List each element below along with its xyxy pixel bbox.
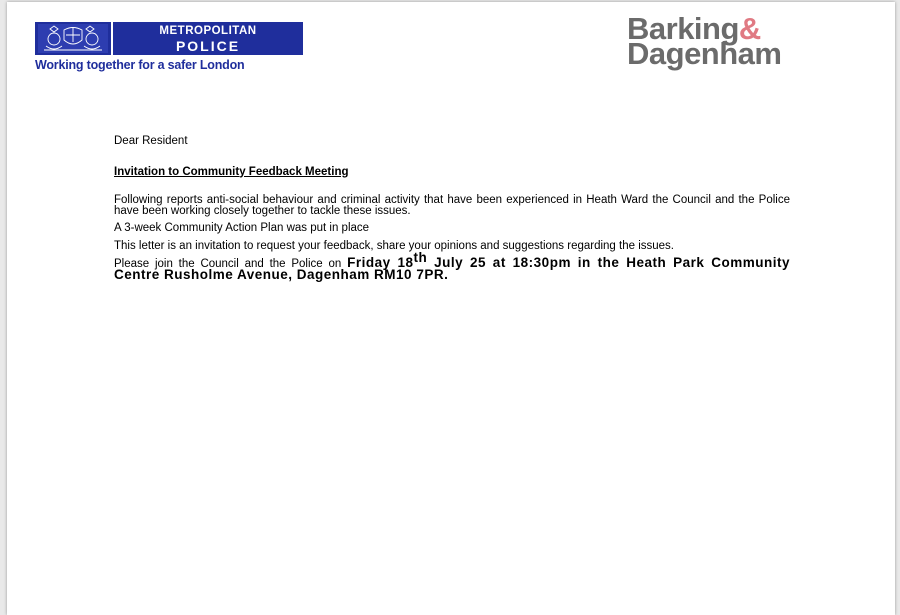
paragraph-invitation: This letter is an invitation to request your feedback, share your opinions and suggestions regarding the issues. <box>114 239 674 252</box>
meeting-intro: Please join the Council and the Police on <box>114 258 348 270</box>
met-tagline: Working together for a safer London <box>35 58 245 72</box>
paragraph-reports: Following reports anti-social behaviour and criminal activity that have been experienced in Heath Ward the Council and the Police have been working closely together to tackle these issues. <box>114 194 790 217</box>
council-name-dagenham: Dagenham <box>627 36 782 71</box>
met-logo-line2: POLICE <box>175 38 241 54</box>
salutation: Dear Resident <box>114 135 188 147</box>
met-logo-line1: METROPOLITAN <box>159 25 257 37</box>
police-crest-icon <box>38 24 108 53</box>
letter-subject: Invitation to Community Feedback Meeting <box>114 165 349 178</box>
letter-body <box>114 136 790 288</box>
logo-divider <box>111 22 113 55</box>
barking-dagenham-logo <box>627 11 877 71</box>
letter-page <box>7 2 895 615</box>
metropolitan-police-logo <box>35 22 305 74</box>
met-logo-banner <box>35 22 303 55</box>
council-name-barking: Barking <box>627 11 739 46</box>
paragraph-action-plan: A 3-week Community Action Plan was put in place <box>114 222 370 234</box>
council-ampersand: & <box>738 11 761 46</box>
meeting-venue: July 25 at 18:30pm in the Heath Park Community Centre Rusholme Avenue, Dagenham RM10 7PR. <box>114 255 790 282</box>
meeting-date: Friday 18 <box>347 255 414 270</box>
paragraph-meeting-details <box>114 250 790 282</box>
meeting-date-suffix: th <box>413 250 428 266</box>
